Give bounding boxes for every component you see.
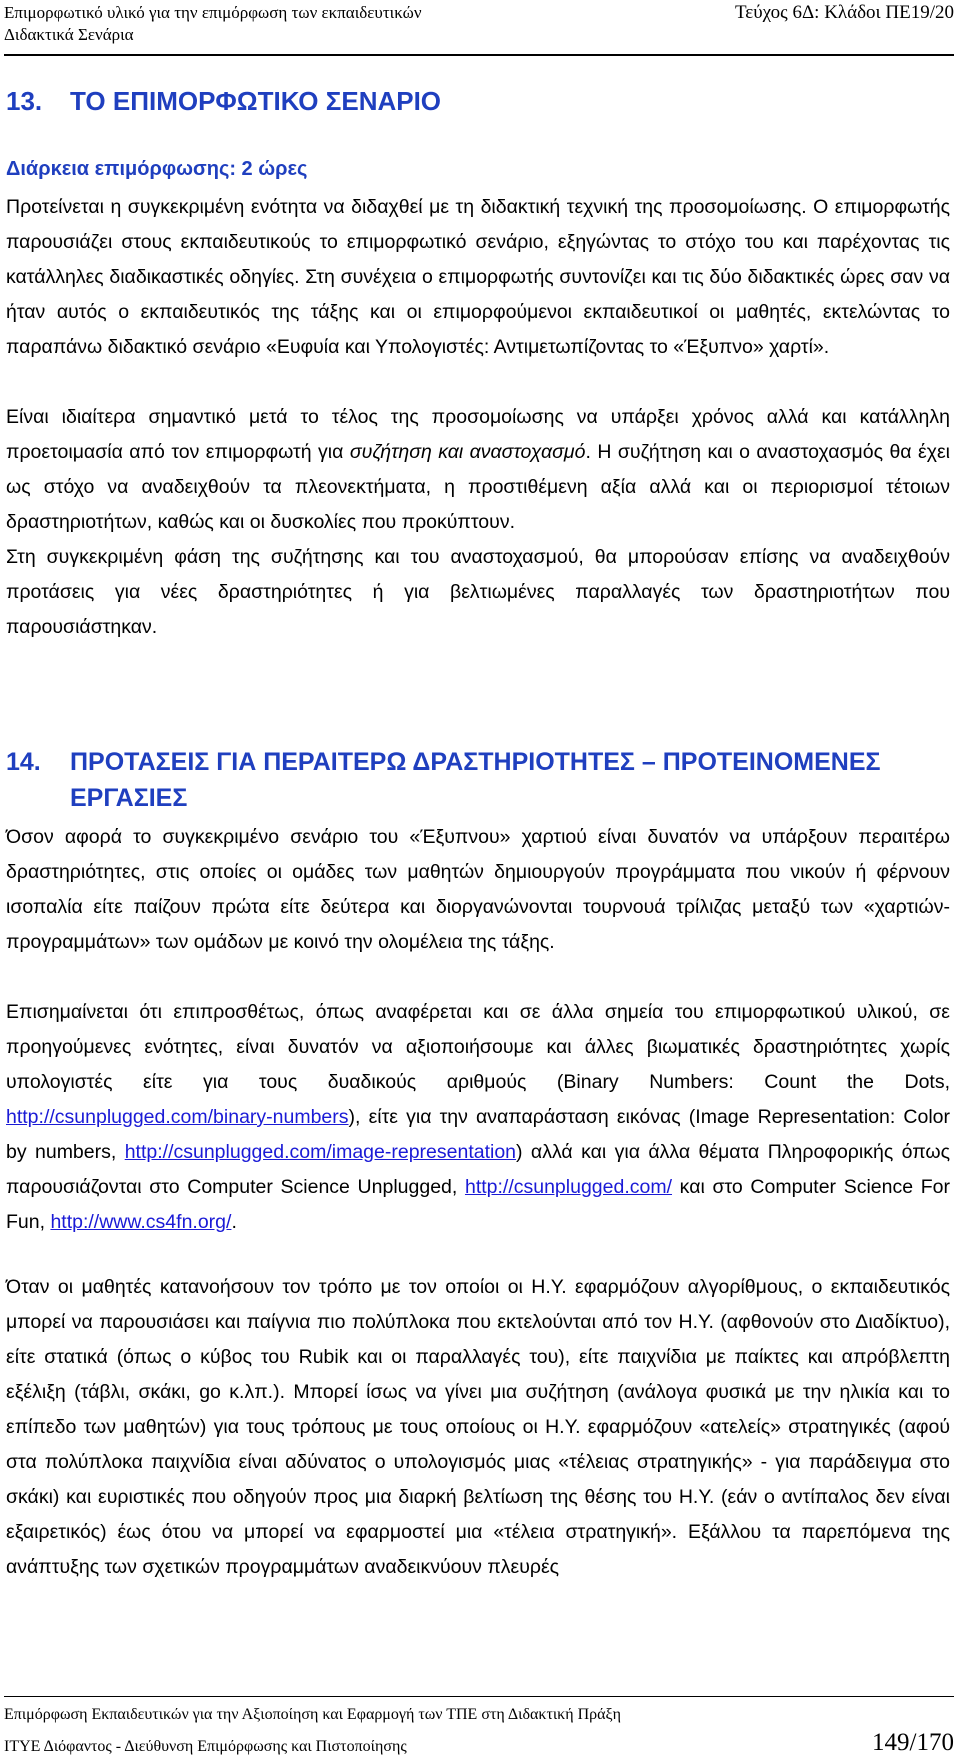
link-csunplugged[interactable]: http://csunplugged.com/ [464,1176,673,1198]
page-number: 149/170 [872,1729,954,1756]
section-14-heading [6,744,951,816]
emphasis-text: συζήτηση και αναστοχασμό [349,441,586,463]
footer-program: Επιμόρφωση Εκπαιδευτικών για την Αξιοποίηση και Εφαρμογή των ΤΠΕ στη Διδακτική Πράξη [4,1706,622,1723]
header-title: Επιμορφωτικό υλικό για την επιμόρφωση των εκπαιδευτικών [4,3,422,22]
header-subtitle: Διδακτικά Σενάρια [4,25,134,44]
paragraph-text: Επισημαίνεται ότι επιπροσθέτως, όπως αναφέρεται και σε άλλα σημεία του επιμορφωτικού υλικού, σε προηγούμενες ενότητες, είναι δυνατόν να αξιοποιήσουμε και άλλες βιωματικές δραστηριότητες χωρίς υπολογιστές είτε για τους δυαδικούς αριθμούς (Binary Numbers: Count the Dots, [6,1001,950,1093]
link-binary-numbers[interactable]: http://csunplugged.com/binary-numbers [6,1106,349,1128]
section-13-heading [6,83,441,119]
footer-rule [4,1696,954,1697]
section-13-number: 13. [6,86,43,116]
paragraph-text: . [231,1211,237,1233]
paragraph: Προτείνεται η συγκεκριμένη ενότητα να διδαχθεί με τη διδακτική τεχνική της προσομοίωσης. Ο επιμορφωτής παρουσιάζει στους εκπαιδευτικούς το επιμορφωτικό σενάριο, εξηγώντας το στόχο του και παρέχοντας τις κατάλληλες διαδικαστικές οδηγίες. Στη συνέχεια ο επιμορφωτής συντονίζει και τις δύο διδακτικές ώρες σαν να ήταν αυτός ο εκπαιδευτικός της τάξης και οι επιμορφούμενοι εκπαιδευτικοί οι μαθητές, εκτελώντας το παραπάνω διδακτικό σενάριο «Ευφυία και Υπολογιστές: Αντιμετωπίζοντας το «Έξυπνο» χαρτί». [6,196,950,358]
paragraph: Στη συγκεκριμένη φάση της συζήτησης και του αναστοχασμού, θα μπορούσαν επίσης να αναδειχθούν προτάσεις για νέες δραστηριότητες ή για βελτιωμένες παραλλαγές των δραστηριοτήτων που παρουσιάστηκαν. [6,546,950,638]
section-14-title-line1: ΠΡΟΤΑΣΕΙΣ ΓΙΑ ΠΕΡΑΙΤΕΡΩ ΔΡΑΣΤΗΡΙΟΤΗΤΕΣ – ΠΡΟΤΕΙΝΟΜΕΝΕΣ [70,748,881,776]
paragraph-text: ), είτε για την αναπαράσταση εικόνας (Image Representation: Color by numbers, [6,1106,950,1163]
training-duration: Διάρκεια επιμόρφωσης: 2 ώρες [6,158,308,180]
paragraph: Όσον αφορά το συγκεκριμένο σενάριο του «Έξυπνου» χαρτιού είναι δυνατόν να υπάρξουν περαιτέρω δραστηριότητες, στις οποίες οι ομάδες των μαθητών δημιουργούν προγράμματα που νικούν ή φέρνουν ισοπαλία είτε παίζουν πρώτα είτε δεύτερα και διοργανώνονται τουρνουά τρίλιζας μεταξύ των «χαρτιών-προγραμμάτων» των ομάδων με κοινό την ολομέλεια της τάξης. [6,826,950,953]
section-14-number: 14. [6,748,41,776]
link-cs4fn[interactable]: http://www.cs4fn.org/ [50,1211,232,1233]
paragraph-text: Είναι ιδιαίτερα σημαντικό μετά το τέλος της προσομοίωσης να υπάρξει χρόνος αλλά και κατάλληλη προετοιμασία από τον επιμορφωτή για [6,406,950,463]
paragraph: Όταν οι μαθητές κατανοήσουν τον τρόπο με τον οποίοι οι Η.Υ. εφαρμόζουν αλγορίθμους, ο εκπαιδευτικός μπορεί να παρουσιάσει και παίγνια πιο πολύπλοκα που εκτελούνται από τον Η.Υ. (αφθονούν στο Διαδίκτυο), είτε στατικά (όπως ο κύβος του Rubik και οι παραλλαγές του), είτε παιχνίδια με παίκτες και απρόβλεπτη εξέλιξη (τάβλι, σκάκι, go κ.λπ.). Μπορεί ίσως να γίνει μια συζήτηση (ανάλογα φυσικά με την ηλικία και το επίπεδο των μαθητών) για τους τρόπους με τους οποίους οι Η.Υ. εφαρμόζουν «ατελείς» στρατηγικές (αφού στα πολύπλοκα παιχνίδια είναι αδύνατος ο υπολογισμός μιας «τέλειας στρατηγικής» - για παράδειγμα στο σκάκι) και ευριστικές που οδηγούν προς μια διαρκή βελτίωση της θέσης του Η.Υ. (εάν ο αντίπαλος δεν είναι εξαιρετικός) έως ότου να μπορεί να εφαρμοστεί μια «τέλεια στρατηγική». Εξάλλου τα παρεπόμενα της ανάπτυξης των σχετικών προγραμμάτων αναδεικνύουν πλευρές [6,1276,950,1578]
link-image-representation[interactable]: http://csunplugged.com/image-representation [124,1141,517,1163]
section-14-title-line2: ΕΡΓΑΣΙΕΣ [70,784,188,812]
footer-organization: ΙΤΥΕ Διόφαντος - Διεύθυνση Επιμόρφωσης και Πιστοποίησης [4,1738,407,1755]
header-rule [4,54,954,56]
header-issue: Τεύχος 6Δ: Κλάδοι ΠΕ19/20 [734,2,954,23]
section-13-title: ΤΟ ΕΠΙΜΟΡΦΩΤΙΚΟ ΣΕΝΑΡΙΟ [70,86,442,116]
paragraph-text: ) αλλά και για άλλα θέματα Πληροφορικής όπως παρουσιάζονται στο Computer Science Unplugged, [6,1141,950,1198]
paragraph [6,995,950,1240]
paragraph-text: και στο Computer Science For Fun, [6,1176,950,1233]
paragraph-text: . Η συζήτηση και ο αναστοχασμός θα έχει ως στόχο να αναδειχθούν τα πλεονεκτήματα, η προστιθέμενη αξία αλλά και οι περιορισμοί τέτοιων δραστηριοτήτων, καθώς και οι δυσκολίες που προκύπτουν. [6,441,950,533]
paragraph [6,400,950,540]
